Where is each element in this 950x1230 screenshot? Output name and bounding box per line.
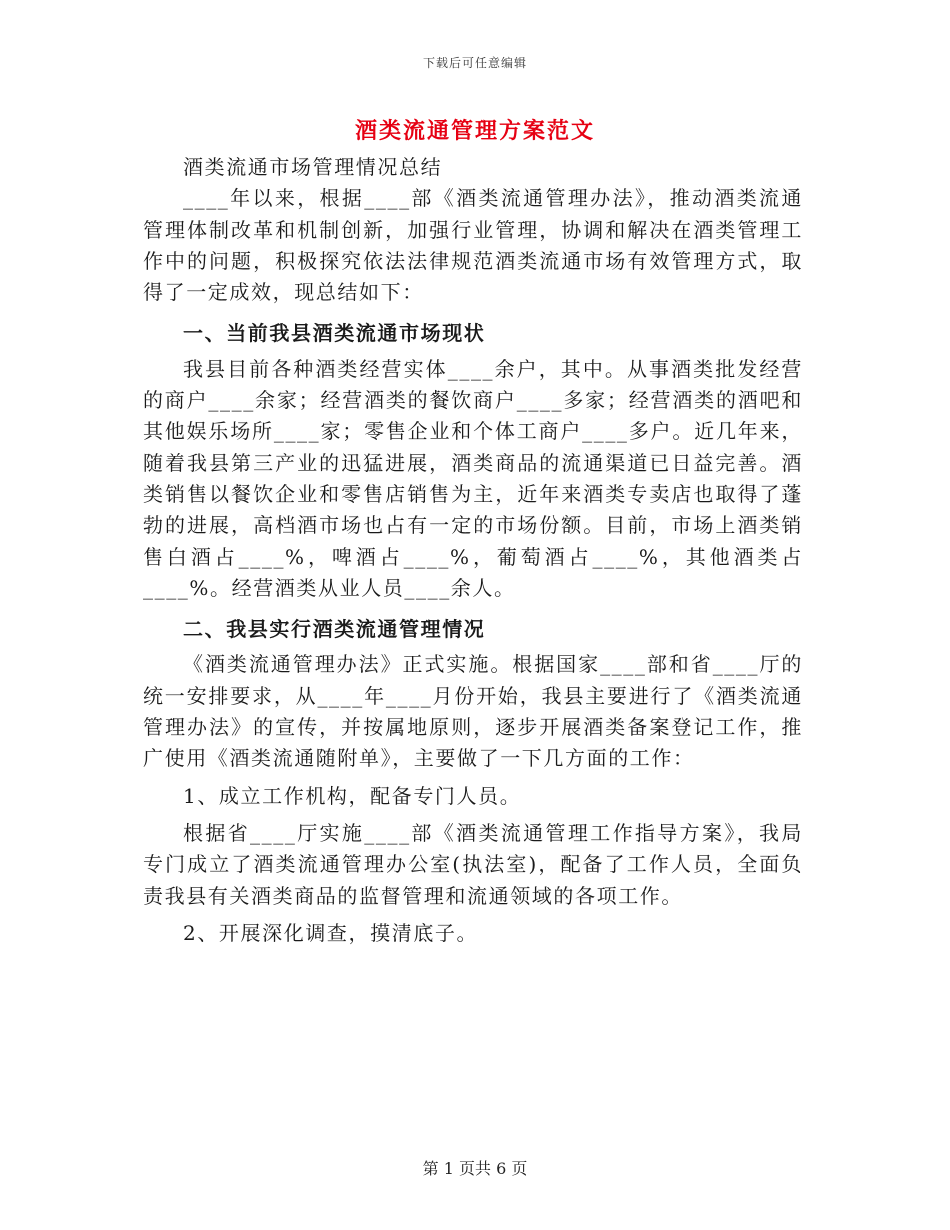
section1-paragraph: 我县目前各种酒类经营实体____余户，其中。从事酒类批发经营的商户____余家；经营酒类的餐饮商户____多家；经营酒类的酒吧和其他娱乐场所____家；零售企业和个体工商户____多户。近几年来，随着我县第三产业的迅猛进展，酒类商品的流通渠道已日益完善。酒类销售以餐饮企业和零售店销售为主，近年来酒类专卖店也取得了蓬勃的进展，高档酒市场也占有一定的市场份额。目前，市场上酒类销售白酒占____%，啤酒占____%，葡萄酒占____%，其他酒类占____%。经营酒类从业人员____余人。 (143, 356, 803, 600)
section2-heading: 二、我县实行酒类流通管理情况 (183, 617, 486, 642)
page-number: 第 1 页共 6 页 (422, 1159, 528, 1178)
item1-title: 1、成立工作机构，配备专门人员。 (183, 783, 522, 808)
document-subtitle: 酒类流通市场管理情况总结 (183, 155, 443, 179)
section1-heading: 一、当前我县酒类流通市场现状 (183, 321, 486, 346)
item2-title: 2、开展深化调查，摸清底子。 (183, 920, 479, 945)
section2-paragraph: 《酒类流通管理办法》正式实施。根据国家____部和省____厅的统一安排要求，从____年____月份开始，我县主要进行了《酒类流通管理办法》的宣传，并按属地原则，逐步开展酒类备案登记工作，推广使用《酒类流通随附单》，主要做了一下几方面的工作： (143, 652, 803, 771)
item1-text: 根据省____厅实施____部《酒类流通管理工作指导方案》，我局专门成立了酒类流通管理办公室(执法室)，配备了工作人员，全面负责我县有关酒类商品的监督管理和流通领域的各项工作。 (143, 820, 803, 908)
document-body (143, 152, 803, 949)
document-title: 酒类流通管理方案范文 (354, 118, 595, 144)
intro-paragraph: ____年以来，根据____部《酒类流通管理办法》，推动酒类流通管理体制改革和机制创新，加强行业管理，协调和解决在酒类管理工作中的问题，积极探究依法法律规范酒类流通市场有效管理方式，取得了一定成效，现总结如下： (143, 186, 803, 305)
header-note: 下载后可任意编辑 (422, 56, 527, 70)
